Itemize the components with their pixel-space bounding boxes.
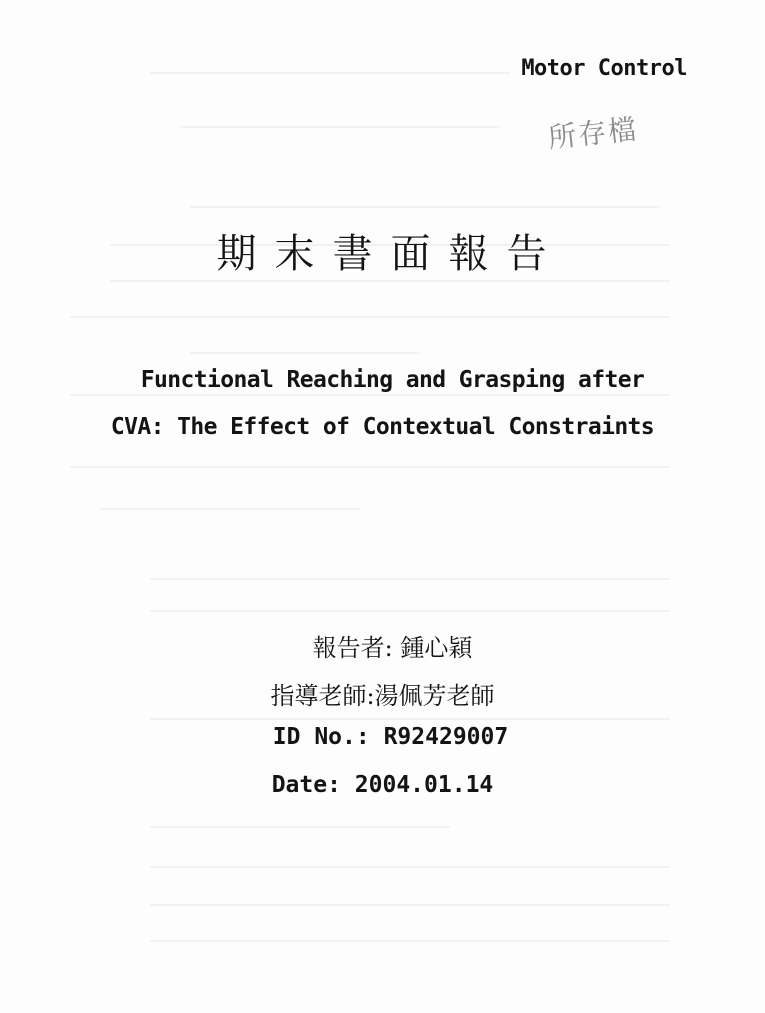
advisor-label: 指導老師: xyxy=(270,682,375,710)
bleed-through-line xyxy=(110,280,670,282)
bleed-through-line xyxy=(100,508,360,510)
date-value: 2004.01.14 xyxy=(354,772,494,798)
date-label: Date: xyxy=(271,772,355,798)
handwritten-note: 所存檔 xyxy=(546,112,640,155)
date-line xyxy=(0,772,765,798)
id-value: R92429007 xyxy=(383,724,509,750)
bleed-through-line xyxy=(70,394,670,396)
bleed-through-line xyxy=(150,826,450,828)
advisor-line xyxy=(0,676,765,711)
bleed-through-line xyxy=(150,904,670,906)
bleed-through-line xyxy=(150,718,670,720)
bleed-through-line xyxy=(190,206,660,208)
bleed-through-line xyxy=(150,866,670,868)
bleed-through-line xyxy=(180,126,500,128)
advisor-name: 湯佩芳老師 xyxy=(374,682,495,710)
reporter-label: 報告者: xyxy=(312,634,401,662)
bleed-through-line xyxy=(190,352,420,354)
bleed-through-line xyxy=(150,610,670,612)
english-title-line-2: CVA: The Effect of Contextual Constraints xyxy=(110,414,655,440)
id-line xyxy=(0,724,765,750)
id-label: ID No.: xyxy=(272,724,384,750)
english-title-line-1: Functional Reaching and Grasping after xyxy=(140,367,645,393)
bleed-through-line xyxy=(70,466,670,468)
bleed-through-line xyxy=(150,940,670,942)
bleed-through-line xyxy=(150,578,670,580)
course-name: Motor Control xyxy=(521,56,687,81)
reporter-name: 鍾心穎 xyxy=(400,634,473,662)
main-title: 期末書面報告 xyxy=(216,231,565,277)
bleed-through-line xyxy=(150,72,510,74)
reporter-line xyxy=(0,628,765,663)
bleed-through-line xyxy=(70,316,670,318)
